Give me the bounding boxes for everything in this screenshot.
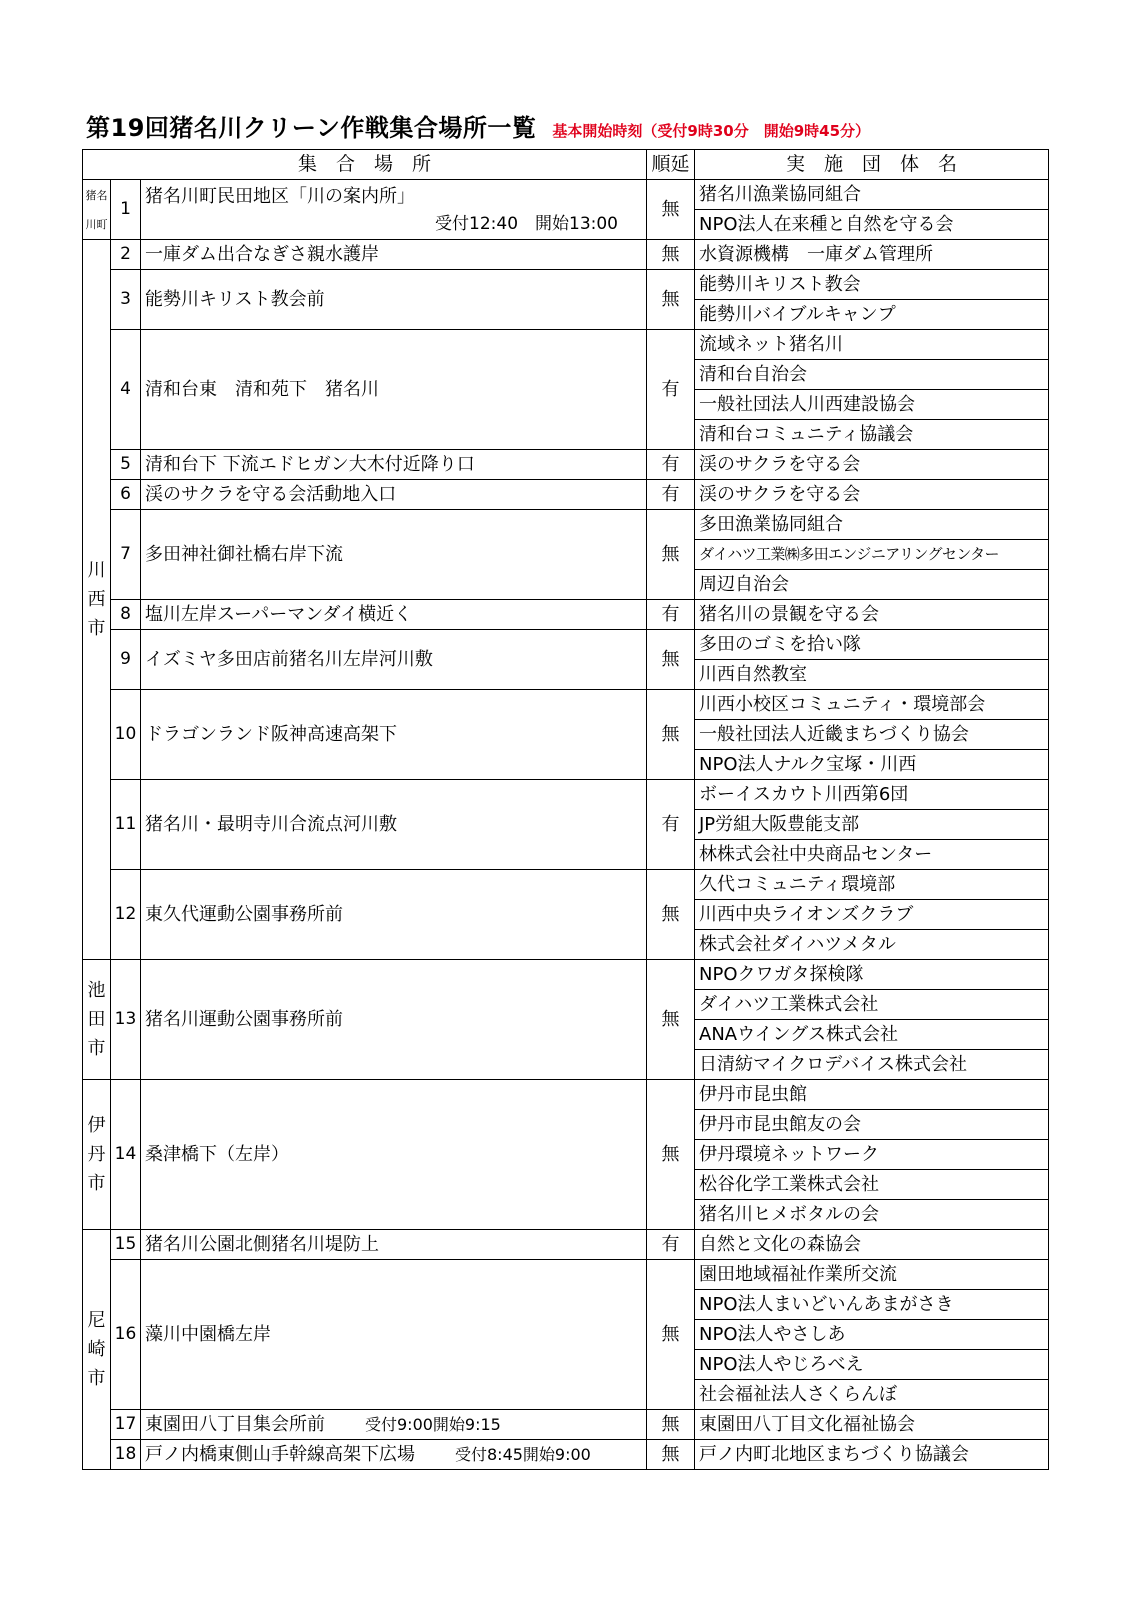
row-number: 10 <box>111 690 141 780</box>
assembly-place <box>141 510 647 600</box>
table-row <box>83 870 1049 900</box>
table-row <box>83 510 1049 540</box>
org-name: 久代コミュニティ環境部 <box>695 870 1049 900</box>
place-name: 清和台下 下流エドヒガン大木付近降り口 <box>145 454 475 475</box>
reception-time: 受付12:40 開始13:00 <box>435 214 618 234</box>
table-row <box>83 780 1049 810</box>
org-name: 渓のサクラを守る会 <box>695 450 1049 480</box>
postpone-flag: 無 <box>647 1410 695 1440</box>
row-number: 8 <box>111 600 141 630</box>
org-name: 川西自然教室 <box>695 660 1049 690</box>
postpone-flag: 無 <box>647 690 695 780</box>
page-title: 第19回猪名川クリーン作戦集合場所一覧 <box>86 114 537 142</box>
place-name: ドラゴンランド阪神高速高架下 <box>145 724 397 745</box>
table-row <box>83 960 1049 990</box>
postpone-flag: 無 <box>647 960 695 1080</box>
org-name: 能勢川バイブルキャンプ <box>695 300 1049 330</box>
table-row <box>83 240 1049 270</box>
org-name: JP労組大阪豊能支部 <box>695 810 1049 840</box>
header-postpone: 順延 <box>647 150 695 180</box>
org-name: 猪名川の景観を守る会 <box>695 600 1049 630</box>
postpone-flag: 無 <box>647 1260 695 1410</box>
table-row <box>83 1080 1049 1110</box>
header-place: 集 合 場 所 <box>83 150 647 180</box>
place-name: 戸ノ内橋東側山手幹線高架下広場 <box>145 1444 415 1465</box>
reception-time: 受付9:00開始9:15 <box>365 1415 501 1434</box>
place-name: 猪名川・最明寺川合流点河川敷 <box>145 814 397 835</box>
org-name: NPO法人やじろべえ <box>695 1350 1049 1380</box>
org-name: 多田漁業協同組合 <box>695 510 1049 540</box>
assembly-place <box>141 630 647 690</box>
org-name: 清和台自治会 <box>695 360 1049 390</box>
org-name: NPO法人ナルク宝塚・川西 <box>695 750 1049 780</box>
postpone-flag: 有 <box>647 480 695 510</box>
city-label-kawanishi: 川西市 <box>83 240 111 960</box>
assembly-place <box>141 1410 647 1440</box>
org-name: 猪名川漁業協同組合 <box>695 180 1049 210</box>
city-label-inagawa: 猪名川町 <box>83 180 111 240</box>
org-name: 伊丹環境ネットワーク <box>695 1140 1049 1170</box>
org-name: 水資源機構 一庫ダム管理所 <box>695 240 1049 270</box>
org-name: 猪名川ヒメボタルの会 <box>695 1200 1049 1230</box>
org-name: NPO法人在来種と自然を守る会 <box>695 210 1049 240</box>
org-name: 園田地域福祉作業所交流 <box>695 1260 1049 1290</box>
row-number: 11 <box>111 780 141 870</box>
table-row <box>83 480 1049 510</box>
city-label-amagasaki: 尼崎市 <box>83 1230 111 1470</box>
org-name: 流域ネット猪名川 <box>695 330 1049 360</box>
org-name: 松谷化学工業株式会社 <box>695 1170 1049 1200</box>
place-name: 猪名川町民田地区「川の案内所」 <box>145 186 415 207</box>
place-name: 猪名川公園北側猪名川堤防上 <box>145 1234 379 1255</box>
assembly-place <box>141 450 647 480</box>
assembly-place <box>141 690 647 780</box>
org-name: 伊丹市昆虫館友の会 <box>695 1110 1049 1140</box>
postpone-flag: 無 <box>647 510 695 600</box>
row-number: 12 <box>111 870 141 960</box>
org-name: 林株式会社中央商品センター <box>695 840 1049 870</box>
postpone-flag: 有 <box>647 780 695 870</box>
org-name: ダイハツ工業㈱多田エンジニアリングセンター <box>695 540 1049 570</box>
row-number: 17 <box>111 1410 141 1440</box>
postpone-flag: 無 <box>647 1440 695 1470</box>
assembly-place <box>141 1260 647 1410</box>
row-number: 1 <box>111 180 141 240</box>
assembly-place <box>141 1230 647 1260</box>
reception-time: 受付8:45開始9:00 <box>455 1445 591 1464</box>
org-name: 渓のサクラを守る会 <box>695 480 1049 510</box>
table-row <box>83 1440 1049 1470</box>
assembly-place <box>141 960 647 1080</box>
place-name: 塩川左岸スーパーマンダイ横近く <box>145 604 413 625</box>
postpone-flag: 無 <box>647 870 695 960</box>
org-name: 清和台コミュニティ協議会 <box>695 420 1049 450</box>
assembly-place <box>141 870 647 960</box>
table-row <box>83 330 1049 360</box>
place-name: 藻川中園橋左岸 <box>145 1324 271 1345</box>
title-row <box>86 108 1046 144</box>
place-name: 清和台東 清和苑下 猪名川 <box>145 379 379 400</box>
row-number: 9 <box>111 630 141 690</box>
assembly-place <box>141 1080 647 1230</box>
place-name: 猪名川運動公園事務所前 <box>145 1009 343 1030</box>
org-name: ダイハツ工業株式会社 <box>695 990 1049 1020</box>
org-name: 能勢川キリスト教会 <box>695 270 1049 300</box>
page-subtitle: 基本開始時刻（受付9時30分 開始9時45分） <box>552 122 871 140</box>
assembly-place <box>141 480 647 510</box>
row-number: 2 <box>111 240 141 270</box>
org-name: 一般社団法人川西建設協会 <box>695 390 1049 420</box>
postpone-flag: 有 <box>647 600 695 630</box>
assembly-table <box>82 149 1049 1470</box>
assembly-place <box>141 330 647 450</box>
postpone-flag: 無 <box>647 270 695 330</box>
org-name: 戸ノ内町北地区まちづくり協議会 <box>695 1440 1049 1470</box>
place-name: 桑津橋下（左岸） <box>145 1144 289 1165</box>
assembly-place <box>141 1440 647 1470</box>
org-name: 伊丹市昆虫館 <box>695 1080 1049 1110</box>
row-number: 13 <box>111 960 141 1080</box>
org-name: 東園田八丁目文化福祉協会 <box>695 1410 1049 1440</box>
assembly-place <box>141 270 647 330</box>
org-name: ANAウイングス株式会社 <box>695 1020 1049 1050</box>
header-row <box>83 150 1049 180</box>
row-number: 14 <box>111 1080 141 1230</box>
org-name: NPO法人やさしあ <box>695 1320 1049 1350</box>
row-number: 4 <box>111 330 141 450</box>
postpone-flag: 有 <box>647 1230 695 1260</box>
org-name: 自然と文化の森協会 <box>695 1230 1049 1260</box>
row-number: 16 <box>111 1260 141 1410</box>
org-name: 川西小校区コミュニティ・環境部会 <box>695 690 1049 720</box>
table-row <box>83 1230 1049 1260</box>
table-row <box>83 1410 1049 1440</box>
row-number: 3 <box>111 270 141 330</box>
table-row <box>83 180 1049 210</box>
postpone-flag: 無 <box>647 630 695 690</box>
table-row <box>83 630 1049 660</box>
table-row <box>83 600 1049 630</box>
city-label-ikeda: 池田市 <box>83 960 111 1080</box>
org-name: 周辺自治会 <box>695 570 1049 600</box>
place-name: 渓のサクラを守る会活動地入口 <box>145 484 397 505</box>
postpone-flag: 無 <box>647 1080 695 1230</box>
assembly-place <box>141 600 647 630</box>
place-name: 多田神社御社橋右岸下流 <box>145 544 343 565</box>
row-number: 15 <box>111 1230 141 1260</box>
postpone-flag: 有 <box>647 450 695 480</box>
place-name: イズミヤ多田店前猪名川左岸河川敷 <box>145 649 433 670</box>
place-name: 東久代運動公園事務所前 <box>145 904 343 925</box>
org-name: 多田のゴミを拾い隊 <box>695 630 1049 660</box>
org-name: 株式会社ダイハツメタル <box>695 930 1049 960</box>
header-org: 実 施 団 体 名 <box>695 150 1049 180</box>
org-name: 社会福祉法人さくらんぼ <box>695 1380 1049 1410</box>
row-number: 7 <box>111 510 141 600</box>
org-name: 日清紡マイクロデバイス株式会社 <box>695 1050 1049 1080</box>
assembly-place <box>141 180 647 240</box>
place-name: 一庫ダム出合なぎさ親水護岸 <box>145 244 379 265</box>
postpone-flag: 無 <box>647 180 695 240</box>
org-name: 川西中央ライオンズクラブ <box>695 900 1049 930</box>
table-row <box>83 690 1049 720</box>
table-row <box>83 450 1049 480</box>
row-number: 18 <box>111 1440 141 1470</box>
org-name: NPOクワガタ探検隊 <box>695 960 1049 990</box>
table-row <box>83 270 1049 300</box>
org-name: NPO法人まいどいんあまがさき <box>695 1290 1049 1320</box>
row-number: 5 <box>111 450 141 480</box>
row-number: 6 <box>111 480 141 510</box>
org-name: ボーイスカウト川西第6団 <box>695 780 1049 810</box>
postpone-flag: 無 <box>647 240 695 270</box>
place-name: 東園田八丁目集会所前 <box>145 1414 325 1435</box>
table-row <box>83 1260 1049 1290</box>
city-label-itami: 伊丹市 <box>83 1080 111 1230</box>
postpone-flag: 有 <box>647 330 695 450</box>
assembly-place <box>141 780 647 870</box>
org-name: 一般社団法人近畿まちづくり協会 <box>695 720 1049 750</box>
assembly-place <box>141 240 647 270</box>
place-name: 能勢川キリスト教会前 <box>145 289 325 310</box>
